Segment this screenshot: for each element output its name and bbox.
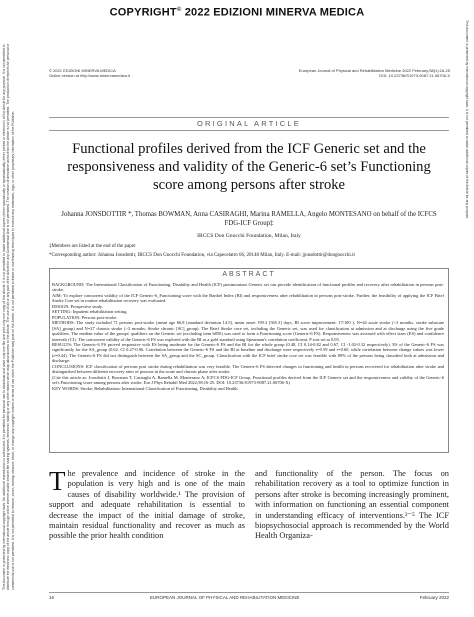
- top-divider: [49, 117, 449, 118]
- copyright-banner: [0, 0, 474, 20]
- group-note: ‡Members are listed at the end of the paper: [49, 244, 136, 249]
- copyright-notice-right: [455, 20, 469, 230]
- abstract-background: BACKGROUND: The International Classification of Functioning, Disability and Health (ICF) parsimonious Generic set can provide identification of functional profiles and recovery after rehabilitation in persons post-stroke.: [52, 282, 444, 293]
- doi: DOI: 10.23736/S1973-9087.21.06706-X: [379, 73, 450, 78]
- journal-meta: [299, 68, 450, 78]
- publisher-meta: [49, 68, 130, 78]
- abstract-heading: ABSTRACT: [222, 271, 276, 278]
- banner-text-rest: 2022 EDIZIONI MINERVA MEDICA: [181, 6, 365, 19]
- abstract-methods: METHODS: The study included 71 persons post-stroke (mean age 66.8 [standard deviation 14.5], mean onset 199.3 [565.3] days, BI score improvement: 17/100 ), N=44 acute stroke (<3 months, stroke subacute [SA]_group) and N=27 chronic stroke (>3 months, Stroke chronic [SC]_group). The Brief Stroke core set, including the Generic set, was used for classification at admission and at discharge using the five grade qualifiers. The median value of the groups' qualifiers on the Generic set (excluding item b850) was used to form a Functioning score (Generic-6 FS). Responsiveness was assessed with effect sizes (ES) and confidence intervals (CI). The concurrent validity of the Generic-6 FS was explored with the BI as a gold standard using Spearman's correlation coefficient. P was set at 0.05.: [52, 320, 444, 342]
- footer-date: February 2022: [419, 595, 449, 600]
- copyright-symbol: ©: [176, 7, 182, 13]
- affiliation: IRCCS Don Gnocchi Foundation, Milan, Italy: [197, 233, 301, 239]
- banner-text: COPYRIGHT: [109, 6, 177, 19]
- section-divider: [49, 130, 449, 131]
- abstract-design: DESIGN: Prospective study.: [52, 303, 103, 309]
- publisher-copyright: © 2021 EDIZIONI MINERVA MEDICA: [49, 68, 116, 73]
- correspondence: *Corresponding author: Johanna Jonsdottir, IRCCS Don Gnocchi Foundation, via Capecelatro 66, 20148 Milan, Italy. E-mail: jjonsdottir@dongnocchi.it: [49, 253, 355, 258]
- article-title: Functional profiles derived from the ICF Generic set and the responsiveness and validity of the Generic-6 set’s Functioning score among persons after stroke: [67, 141, 431, 193]
- authors: Johanna JONSDOTTIR *, Thomas BOWMAN, Anna CASIRAGHI, Marina RAMELLA, Angelo MONTESANO on behalf of the ICFCS FDG-ICF Group‡: [61, 211, 437, 227]
- drop-cap: T: [49, 466, 66, 496]
- copyright-notice-right-text: This document is protected by international copyright laws. It is not permitted to make additional copies of the Article for any purpose.: [465, 20, 469, 220]
- section-label: ORIGINAL ARTICLE: [197, 119, 301, 128]
- page-number: 16: [49, 595, 55, 600]
- footer-divider: [49, 592, 449, 593]
- footer-journal: EUROPEAN JOURNAL OF PHYSICAL AND REHABILITATION MEDICINE: [150, 595, 300, 600]
- abstract-population: POPULATION: Persons post-stroke.: [52, 314, 118, 320]
- abstract-text: [52, 282, 444, 391]
- copyright-notice-left: [2, 30, 16, 590]
- copyright-notice-text: This document is protected by international copyright laws. No additional reproduction is authorized. It is permitted for personal use to download and save only one file and print only one copy of this Article. It is not permitted to make additional copies (either sporadically or systematically, either printed or electronic) of the Article for any purpose. It is not permitted to distribute the electronic copy of the article through online internet and/or intranet file sharing systems, electronic mailing or any other means which may allow access to the Article. The use of all or any part of the Article for any Commercial Use is not permitted. The creation of derivative works from the Article is not permitted. The production of reprints for personal or commercial use is not permitted. It is not permitted to remove, cover, overlay, obscure, block, or change any copyright notices or terms of use which the Publisher may post on the Article. It is not permitted to frame or use framing techniques to enclose any trademark, logo, or other proprietary information of the Publisher.: [2, 43, 15, 590]
- body-column-2: and functionality of the person. The focus on rehabilitation recovery as a tool to optimize function in persons after stroke is becoming increasingly prominent, with information on functioning an essential component in understanding efficacy of interventions.²⁻⁵ The ICF biopsychosocial approach is recommended by the World Health Organiza-: [255, 469, 449, 541]
- abstract-keywords: KEY WORDS: Stroke; Rehabilitation; International Classification of Functioning, Disability and Health.: [52, 385, 239, 391]
- online-version: Online version at http://www.minervamedica.it: [49, 73, 130, 78]
- body-column-1: [49, 466, 245, 542]
- abstract-setting: SETTING: Inpatient rehabilitation setting.: [52, 309, 128, 315]
- abstract-citation: (Cite this article as: Jonsdottir J, Bowman T, Casiraghi A, Ramella M, Montesano A; ICFCS FDG-ICF Group. Functional profiles derived from the ICF Generic set and the responsiveness and validity of the Generic-6 set's Functioning score among persons after stroke. Eur J Phys Rehabil Med 2022;58:16-25. DOI: 10.23736/S1973-9087.21.06706-X): [52, 374, 444, 386]
- abstract-aim: AIM: To explore concurrent validity of the ICF Generic-6_Functioning score with the Barthel Index (BI) and responsiveness after rehabilitation in persons post-stroke. Further, the feasibility of applying the ICF Brief Stroke Core set in routine rehabilitation recovery was evaluated.: [52, 292, 444, 304]
- abstract-results: RESULTS: The Generic-6 FS proved responsive with ES being moderate for the Generic-6 FS and the BI for the whole group (0.48, CI 0.14-0.82 and 0.67, CI -1.02-0.32 respectively). ES of the Generic-6 FS was significantly for the SA_group (0.62, CI 0.27-0.96. Correlation between the Generic-6 FS and the BI at baseline and discharge were respectively r=0.59 and r=0.60, while correlation between change values was lower (r=0.44). The Generic-6 FS did not distinguish between the SA_group and the SC_group. Classification with the ICF brief stroke core set was feasible with 89% of the persons being classified both at admission and discharge.: [52, 341, 444, 364]
- abstract-conclusions: CONCLUSIONS: ICF classification of persons post stroke during rehabilitation was very feasible. The Generic-6 FS detected changes in functioning and health in persons recovered for rehabilitation after stroke and distinguished between different recovery rates of persons in the acute and chronic phase after stroke.: [52, 363, 444, 375]
- journal-citation: European Journal of Physical and Rehabilitation Medicine 2022 February;58(1):16-25: [298, 68, 450, 73]
- body-text-1: he prevalence and incidence of stroke in the population is very high and is one of the main causes of disability worldwide.¹ The provision of support and adequate rehabilitation is essential to decrease the impact of the initial damage of stroke, maintain residual functionality and recover as much as possible the prior health condition: [49, 469, 245, 541]
